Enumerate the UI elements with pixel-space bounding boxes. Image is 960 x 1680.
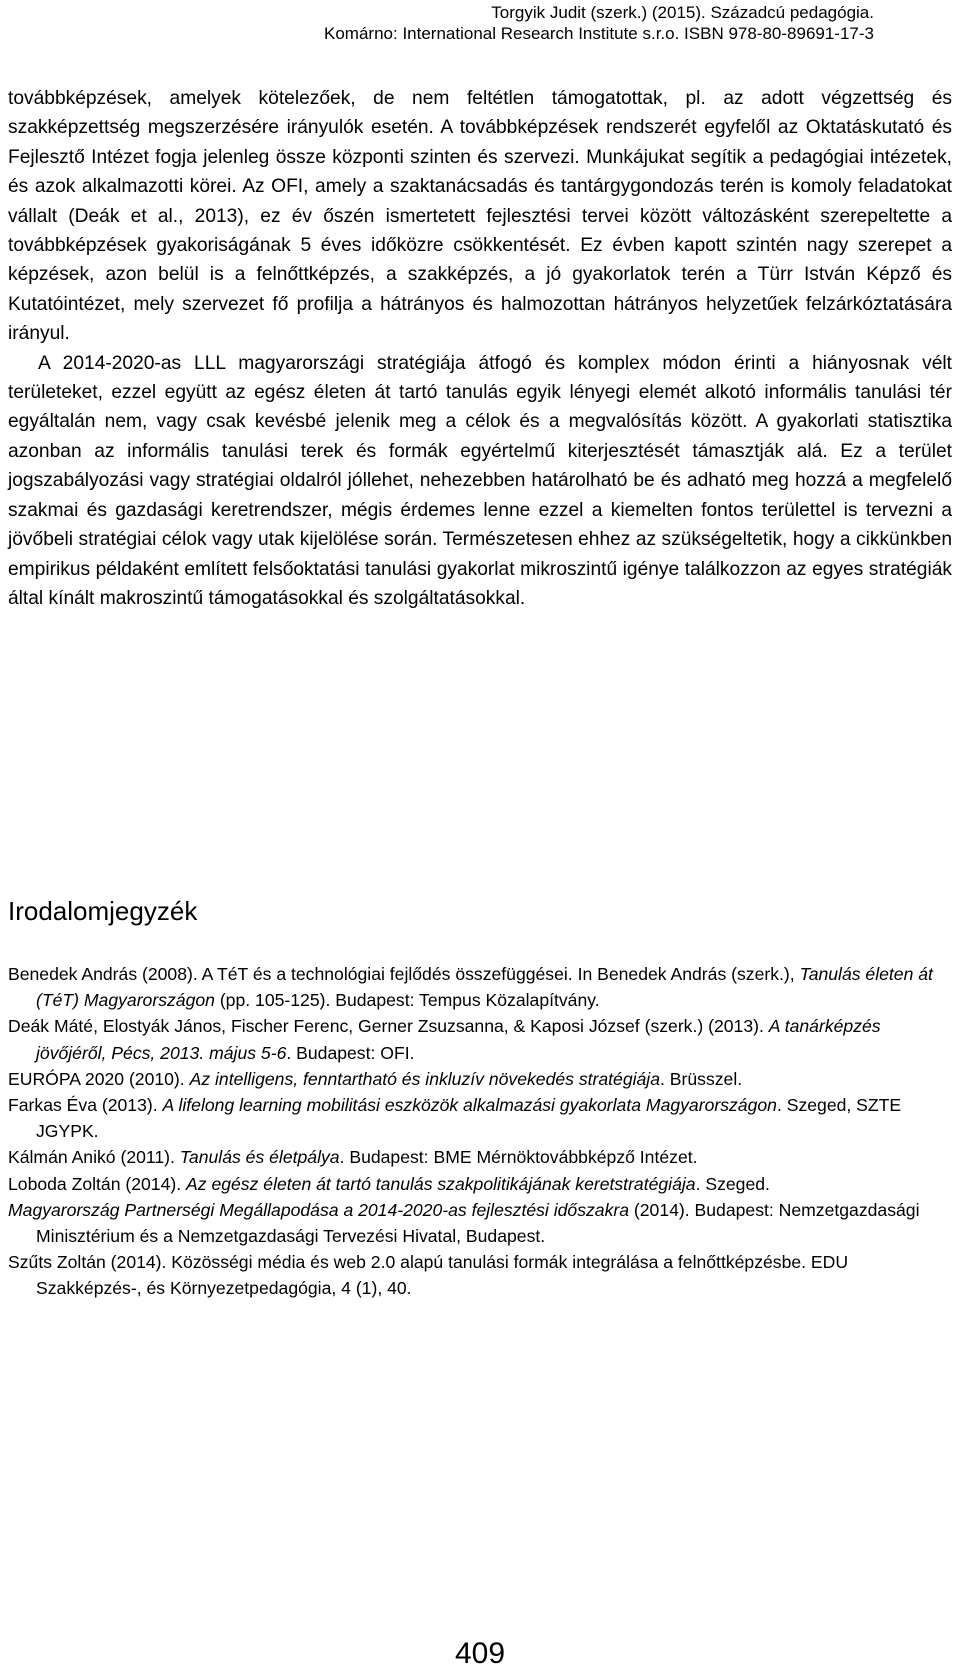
reference-item [8, 1092, 952, 1144]
header-publisher: Komárno: International Research Institute s.r.o. ISBN 978-80-89691-17-3 [324, 24, 874, 43]
reference-list [8, 961, 952, 1302]
reference-item [8, 961, 952, 1013]
reference-item [8, 1066, 952, 1092]
reference-text: Loboda Zoltán (2014). [8, 1173, 187, 1194]
reference-text: Benedek András (2008). A TéT és a technológiai fejlődés összefüggései. In Benedek András (szerk.), [8, 964, 800, 984]
reference-text: Kálmán Anikó (2011). [8, 1147, 180, 1168]
reference-title-italic: A lifelong learning mobilitási eszközök alkalmazási gyakorlata Magyarországon [162, 1095, 777, 1116]
reference-text: . Brüsszel. [660, 1068, 743, 1089]
body-paragraph: továbbképzések, amelyek kötelezőek, de nem feltétlen támogatottak, pl. az adott végzettség és szakképzettség megszerzésére irányulók esetén. A továbbképzések rendszerét egyfelől az Oktatáskutató és Fejlesztő Intézet fogja jelenleg össze központi szinten és szervezi. Munkájukat segítik a pedagógiai intézetek, és azok alkalmazotti körei. Az OFI, amely a szaktanácsadás és tantárgygondozás terén is komoly feladatokat vállalt (Deák et al., 2013), ez év őszén ismertetett fejlesztési tervei között változásként szerepeltette a továbbképzések gyakoriságának 5 éves időközre csökkentését. Ez évben kapott szintén nagy szerepet a képzések, azon belül is a felnőttképzés, a szakképzés, a jó gyakorlatok terén a Türr István Képző és Kutatóintézet, mely szervezet fő profilja a hátrányos és halmozottan hátrányos helyzetűek felzárkóztatására irányul. [8, 88, 952, 345]
reference-title-italic: A tanárképzés jövőjéről, Pécs, 2013. május 5-6 [36, 1016, 881, 1063]
page-number: 409 [454, 1637, 506, 1670]
reference-item [8, 1013, 952, 1065]
reference-item [8, 1171, 952, 1197]
reference-text: Szűts Zoltán (2014). Közösségi média és web 2.0 alapú tanulási formák integrálása a felnőttképzésbe. EDU Szakképzés-, és Környezetpedagógia, 4 (1), 40. [8, 1252, 849, 1299]
reference-text: . Szeged, SZTE JGYPK. [36, 1095, 902, 1142]
reference-text: Deák Máté, Elostyák János, Fischer Ferenc, Gerner Zsuzsanna, & Kaposi József (szerk.) (2013). [8, 1016, 769, 1037]
reference-text: . Budapest: OFI. [286, 1042, 415, 1063]
reference-text: . Budapest: BME Mérnöktovábbképző Intézet. [339, 1147, 698, 1168]
reference-text: . Szeged. [695, 1173, 770, 1194]
reference-item [8, 1249, 952, 1301]
reference-title-italic: Az intelligens, fenntartható és inkluzív növekedés stratégiája [189, 1068, 660, 1089]
reference-item [8, 1197, 952, 1249]
page-header [324, 2, 874, 44]
reference-item [8, 1144, 952, 1170]
body-text [8, 84, 952, 613]
body-paragraph: A 2014-2020-as LLL magyarországi stratégiája átfogó és komplex módon érinti a hiányosnak vélt területeket, ezzel együtt az egész életen át tartó tanulás egyik lényegi elemét alkotó informális tanulási tér egyáltalán nem, vagy csak kevésbé jelenik meg a célok és a megvalósítás között. A gyakorlati statisztika azonban az informális tanulási terek és formák egyértelmű kiterjesztését támasztják alá. Ez a terület jogszabályozási vagy stratégiai oldalról jóllehet, nehezebben határolható be és adható meg hozzá a megfelelő szakmai és gazdasági keretrendszer, mégis érdemes lenne ezzel a kiemelten fontos területtel is tervezni a jövőbeli stratégiai célok vagy utak kijelölése során. Természetesen ehhez az szükségeltetik, hogy a cikkünkben empirikus példaként említett felsőoktatási tanulási gyakorlat mikroszintű igénye találkozzon az egyes stratégiák által kínált makroszintű támogatásokkal és szolgáltatásokkal. [8, 352, 952, 609]
reference-title-italic: Tanulás és életpálya [179, 1147, 340, 1168]
header-citation: Torgyik Judit (szerk.) (2015). Századcú pedagógia. [491, 3, 874, 22]
reference-text: (pp. 105-125). Budapest: Tempus Közalapítvány. [214, 990, 600, 1011]
references-title: Irodalomjegyzék [8, 896, 198, 926]
reference-title-italic: Magyarország Partnerségi Megállapodása a 2014-2020-as fejlesztési időszakra [8, 1199, 630, 1220]
reference-title-italic: Az egész életen át tartó tanulás szakpolitikájának keretstratégiája [186, 1173, 696, 1194]
reference-text: Farkas Éva (2013). [8, 1095, 163, 1116]
reference-text: EURÓPA 2020 (2010). [8, 1068, 190, 1089]
reference-text: (2014). Budapest: Nemzetgazdasági Minisztérium és a Nemzetgazdasági Tervezési Hivatal, Budapest. [36, 1199, 920, 1247]
reference-title-italic: Tanulás életen át (TéT) Magyarországon [36, 964, 933, 1011]
